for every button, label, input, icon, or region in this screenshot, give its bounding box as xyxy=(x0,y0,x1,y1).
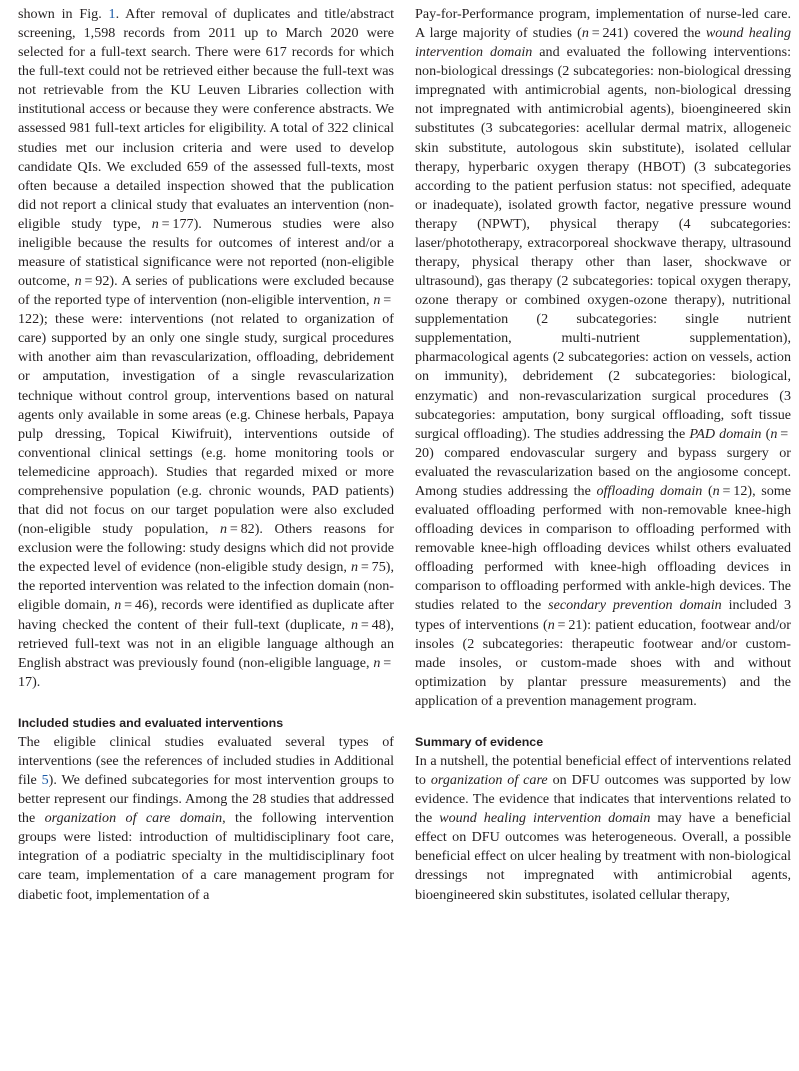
italic-text: n xyxy=(770,425,778,442)
text-run: = 177). Numerous studies were also ineligible because the results for outcomes of interest and/or a measure of statistical significance were not reported (non-eligible outcome, xyxy=(18,215,394,290)
text-run: Pay-for-Performance program, implementation of nurse-led care. A large majority of studies ( xyxy=(415,6,791,42)
text-run: included 3 types of interventions ( xyxy=(415,597,792,633)
italic-text: n xyxy=(114,597,122,614)
text-run: The eligible clinical studies evaluated several types of interventions (see the references of included studies in Additional file xyxy=(18,733,394,789)
italic-text: wound healing intervention domain xyxy=(439,810,651,827)
italic-text: n xyxy=(373,292,381,309)
italic-text: wound healing intervention domain xyxy=(415,25,791,61)
italic-text: n xyxy=(351,616,359,633)
text-run: ( xyxy=(761,425,771,442)
text-run: . After removal of duplicates and title/abstract screening, 1,598 records from 2011 up to March 2020 were selected for a full-text search. There were 617 records for which the full-text could not be retrieved either because the full-text was not retrievable from the KU Leuven Libraries collection with institutional access or because they were conference abstracts. We assessed 981 full-text articles for eligibility. A total of 322 clinical studies met our inclusion criteria and were used to develop candidate QIs. We excluded 659 of the assessed full-texts, most often because a detailed inspection showed that the publication did not report a clinical study that evaluates an intervention (non-eligible study type, xyxy=(18,6,394,232)
italic-text: n xyxy=(547,616,555,633)
text-run: = 92). A series of publications were excluded because of the reported type of intervention (non-eligible intervention, xyxy=(18,273,394,309)
italic-text: n xyxy=(151,215,159,232)
body-paragraph xyxy=(18,733,394,905)
left-column xyxy=(18,5,394,905)
text-run: = 46), records were identified as duplicate after having checked the content of their full-text (duplicate, xyxy=(18,597,394,633)
italic-text: secondary prevention domain xyxy=(548,597,722,614)
section-heading: Included studies and evaluated interventions xyxy=(18,715,284,730)
reference-link[interactable]: 5 xyxy=(41,772,49,789)
italic-text: n xyxy=(74,273,82,290)
body-paragraph xyxy=(18,5,394,692)
italic-text: n xyxy=(373,654,381,671)
text-run: = 48), retrieved full-text was not in an eligible language although an English abstract was previously found (non-eligible language, xyxy=(18,616,394,671)
right-column xyxy=(415,5,791,905)
text-run: = 21): patient education, footwear and/or insoles (2 subcategories: therapeutic footwear and/or custom-made insoles, or custom-made shoes with and without optimization by plantar pressure measurements) and the application of a prevention management program. xyxy=(415,616,791,709)
text-run: may have a beneficial effect on DFU outcomes was heterogeneous. Overall, a possible beneficial effect on ulcer healing by treatment with non-biological dressings not impregnated with antimicrobial agents, bioengineered skin substitutes, isolated cellular therapy, xyxy=(415,810,791,903)
text-run: = 75), the reported intervention was related to the infection domain (non-eligible domain, xyxy=(18,559,394,614)
section-heading: Summary of evidence xyxy=(415,734,544,749)
text-run: = 241) covered the xyxy=(588,25,706,42)
italic-text: offloading domain xyxy=(596,482,703,499)
text-run: shown in Fig. xyxy=(18,6,109,22)
italic-text: n xyxy=(219,521,228,538)
italic-text: PAD domain xyxy=(689,425,762,442)
text-run: = 20) compared endovascular surgery and bypass surgery or evaluated the revascularization based on the angiosome concept. Among studies addressing the xyxy=(415,425,791,499)
text-run: = 122); these were: interventions (not related to organization of care) supported by an only one single study, surgical procedures with another aim than revascularization, offloading, debridement or amputation, investigation of a single revascularization technique without control group, interventions based on natural agents only available in some areas (e.g. Chinese herbals, Papaya pulp dressing, Topical Kiwifruit), interventions outside of conventional clinical settings (e.g. home monitoring tools or telemedicine approach). Studies that regarded mixed or more comprehensive population (e.g. chronic wounds, PAD patients) that did not focus on our target population were also excluded (non-eligible study population, xyxy=(18,292,394,538)
text-run: In a nutshell, the potential beneficial effect of interventions related to xyxy=(415,752,791,789)
text-run: and evaluated the following interventions: non-biological dressings (2 subcategories: non-biological dressing impregnated with antimicrobial agents, non-biological dressing not impregnated with antimicrobial agents), bioengineered skin substitutes (3 subcategories: acellular dermal matrix, allogeneic skin substitute, autologous skin substitute), isolated cellular therapy, hyperbaric oxygen therapy (HBOT) (3 subcategories according to the patient perfusion status: not specified, adequate or inadequate), isolated growth factor, negative pressure wound therapy (NPWT), physical therapy (4 subcategories: laser/phototherapy, extracorporeal shockwave therapy, ultrasound therapy, physical therapy other than laser, shockwave or ultrasound), gas therapy (2 subcategories: topical oxygen therapy, ozone therapy or combined oxygen-ozone therapy), nutritional supplementation (2 subcategories: single nutrient supplementation, multi-nutrient supplementation), pharmacological agents (2 subcategories: action on vessels, action on immunity), debridement (2 subcategories: biological, enzymatic) and non-revascularization surgical procedures (3 subcategories: amputation, bony surgical offloading, soft tissue surgical offloading). The studies addressing the xyxy=(415,44,791,442)
section-gap xyxy=(415,711,791,733)
text-run: = 12), some evaluated offloading performed with non-removable knee-high offloading devices in comparison to offloading performed with removable knee-high offloading devices whilst others evaluated offloading performed with knee-high offloading devices in comparison to offloading performed with ankle-high devices. The studies related to the xyxy=(415,482,791,614)
text-run: = 17). xyxy=(18,654,394,690)
body-paragraph xyxy=(415,5,791,711)
text-run: on DFU outcomes was supported by low evidence. The evidence that indicates that interventions related to the xyxy=(415,772,792,827)
italic-text: organization of care domain xyxy=(44,810,223,827)
italic-text: n xyxy=(712,482,720,499)
reference-link[interactable]: 1 xyxy=(108,6,116,22)
text-run: ). We defined subcategories for most intervention groups to better represent our findings. Among the 28 studies that addressed the xyxy=(18,772,394,827)
italic-text: n xyxy=(581,25,589,42)
text-run: ( xyxy=(702,482,713,499)
section-gap xyxy=(18,692,394,714)
text-run: = 82). Others reasons for exclusion were the following: study designs which did not provide the expected level of evidence (non-eligible study design, xyxy=(18,521,395,576)
italic-text: organization of care xyxy=(430,772,548,789)
italic-text: n xyxy=(351,559,359,576)
body-paragraph xyxy=(415,752,791,905)
text-run: , the following intervention groups were listed: introduction of multidisciplinary foot care, integration of a podiatric specialty in the multidisciplinary foot care team, implementation of a care management program for diabetic foot, implementation of a xyxy=(18,810,394,903)
